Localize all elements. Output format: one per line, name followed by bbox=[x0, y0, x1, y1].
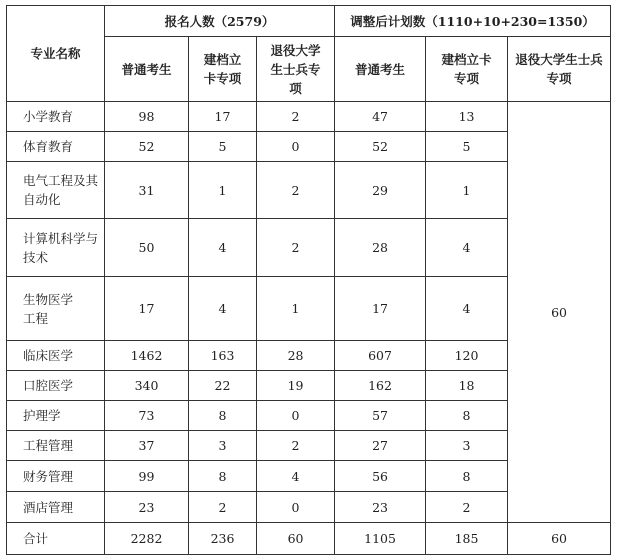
major-name: 电气工程及其自动化 bbox=[7, 162, 105, 219]
reg-veteran-cell: 4 bbox=[257, 461, 335, 492]
reg-veteran-cell: 2 bbox=[257, 162, 335, 219]
plan-normal-cell: 607 bbox=[335, 341, 426, 371]
major-name: 酒店管理 bbox=[7, 492, 105, 523]
plan-normal-cell: 27 bbox=[335, 431, 426, 461]
reg-normal-cell: 17 bbox=[105, 277, 189, 341]
reg-veteran-cell: 0 bbox=[257, 401, 335, 431]
reg-poverty-cell: 17 bbox=[189, 102, 257, 132]
col-reg-normal: 普通考生 bbox=[105, 37, 189, 102]
reg-poverty-cell: 2 bbox=[189, 492, 257, 523]
total-reg-veteran: 60 bbox=[257, 523, 335, 555]
total-plan-normal: 1105 bbox=[335, 523, 426, 555]
plan-normal-cell: 52 bbox=[335, 132, 426, 162]
major-name: 口腔医学 bbox=[7, 371, 105, 401]
reg-normal-cell: 52 bbox=[105, 132, 189, 162]
major-name: 临床医学 bbox=[7, 341, 105, 371]
reg-normal-cell: 50 bbox=[105, 219, 189, 277]
reg-veteran-cell: 2 bbox=[257, 102, 335, 132]
reg-normal-cell: 1462 bbox=[105, 341, 189, 371]
total-row bbox=[7, 523, 611, 555]
reg-normal-cell: 99 bbox=[105, 461, 189, 492]
col-plan-veteran: 退役大学生士兵专项 bbox=[508, 37, 611, 102]
plan-normal-cell: 29 bbox=[335, 162, 426, 219]
reg-normal-cell: 73 bbox=[105, 401, 189, 431]
plan-poverty-cell: 4 bbox=[426, 277, 508, 341]
reg-normal-cell: 98 bbox=[105, 102, 189, 132]
major-name: 财务管理 bbox=[7, 461, 105, 492]
plan-poverty-cell: 2 bbox=[426, 492, 508, 523]
plan-normal-cell: 162 bbox=[335, 371, 426, 401]
reg-normal-cell: 23 bbox=[105, 492, 189, 523]
total-reg-normal: 2282 bbox=[105, 523, 189, 555]
reg-normal-cell: 31 bbox=[105, 162, 189, 219]
major-name-header: 专业名称 bbox=[7, 6, 105, 102]
reg-poverty-cell: 1 bbox=[189, 162, 257, 219]
reg-veteran-cell: 19 bbox=[257, 371, 335, 401]
reg-poverty-cell: 4 bbox=[189, 277, 257, 341]
col-plan-poverty: 建档立卡专项 bbox=[426, 37, 508, 102]
major-name: 护理学 bbox=[7, 401, 105, 431]
registration-group-header: 报名人数（2579） bbox=[105, 6, 335, 37]
reg-veteran-cell: 1 bbox=[257, 277, 335, 341]
total-reg-poverty: 236 bbox=[189, 523, 257, 555]
reg-normal-cell: 37 bbox=[105, 431, 189, 461]
col-reg-poverty: 建档立卡专项 bbox=[189, 37, 257, 102]
enrollment-table bbox=[6, 5, 611, 555]
plan-group-header: 调整后计划数（1110+10+230=1350） bbox=[335, 6, 611, 37]
reg-veteran-cell: 0 bbox=[257, 132, 335, 162]
reg-normal-cell: 340 bbox=[105, 371, 189, 401]
plan-normal-cell: 23 bbox=[335, 492, 426, 523]
plan-poverty-cell: 13 bbox=[426, 102, 508, 132]
plan-normal-cell: 57 bbox=[335, 401, 426, 431]
plan-poverty-cell: 18 bbox=[426, 371, 508, 401]
plan-poverty-cell: 1 bbox=[426, 162, 508, 219]
total-plan-poverty: 185 bbox=[426, 523, 508, 555]
total-label: 合计 bbox=[7, 523, 105, 555]
reg-veteran-cell: 2 bbox=[257, 431, 335, 461]
major-name: 体育教育 bbox=[7, 132, 105, 162]
plan-poverty-cell: 4 bbox=[426, 219, 508, 277]
major-name: 小学教育 bbox=[7, 102, 105, 132]
total-plan-veteran: 60 bbox=[508, 523, 611, 555]
plan-normal-cell: 28 bbox=[335, 219, 426, 277]
major-name: 生物医学工程 bbox=[7, 277, 105, 341]
reg-poverty-cell: 5 bbox=[189, 132, 257, 162]
reg-poverty-cell: 8 bbox=[189, 461, 257, 492]
reg-veteran-cell: 28 bbox=[257, 341, 335, 371]
reg-poverty-cell: 3 bbox=[189, 431, 257, 461]
plan-normal-cell: 56 bbox=[335, 461, 426, 492]
plan-normal-cell: 47 bbox=[335, 102, 426, 132]
plan-poverty-cell: 8 bbox=[426, 401, 508, 431]
col-plan-normal: 普通考生 bbox=[335, 37, 426, 102]
plan-normal-cell: 17 bbox=[335, 277, 426, 341]
major-name: 计算机科学与技术 bbox=[7, 219, 105, 277]
table-row bbox=[7, 102, 611, 132]
reg-poverty-cell: 4 bbox=[189, 219, 257, 277]
plan-poverty-cell: 5 bbox=[426, 132, 508, 162]
reg-veteran-cell: 0 bbox=[257, 492, 335, 523]
plan-poverty-cell: 8 bbox=[426, 461, 508, 492]
plan-poverty-cell: 120 bbox=[426, 341, 508, 371]
reg-veteran-cell: 2 bbox=[257, 219, 335, 277]
reg-poverty-cell: 22 bbox=[189, 371, 257, 401]
major-name: 工程管理 bbox=[7, 431, 105, 461]
plan-veteran-merged-cell: 60 bbox=[508, 102, 611, 523]
plan-poverty-cell: 3 bbox=[426, 431, 508, 461]
reg-poverty-cell: 163 bbox=[189, 341, 257, 371]
col-reg-veteran: 退役大学生士兵专项 bbox=[257, 37, 335, 102]
reg-poverty-cell: 8 bbox=[189, 401, 257, 431]
